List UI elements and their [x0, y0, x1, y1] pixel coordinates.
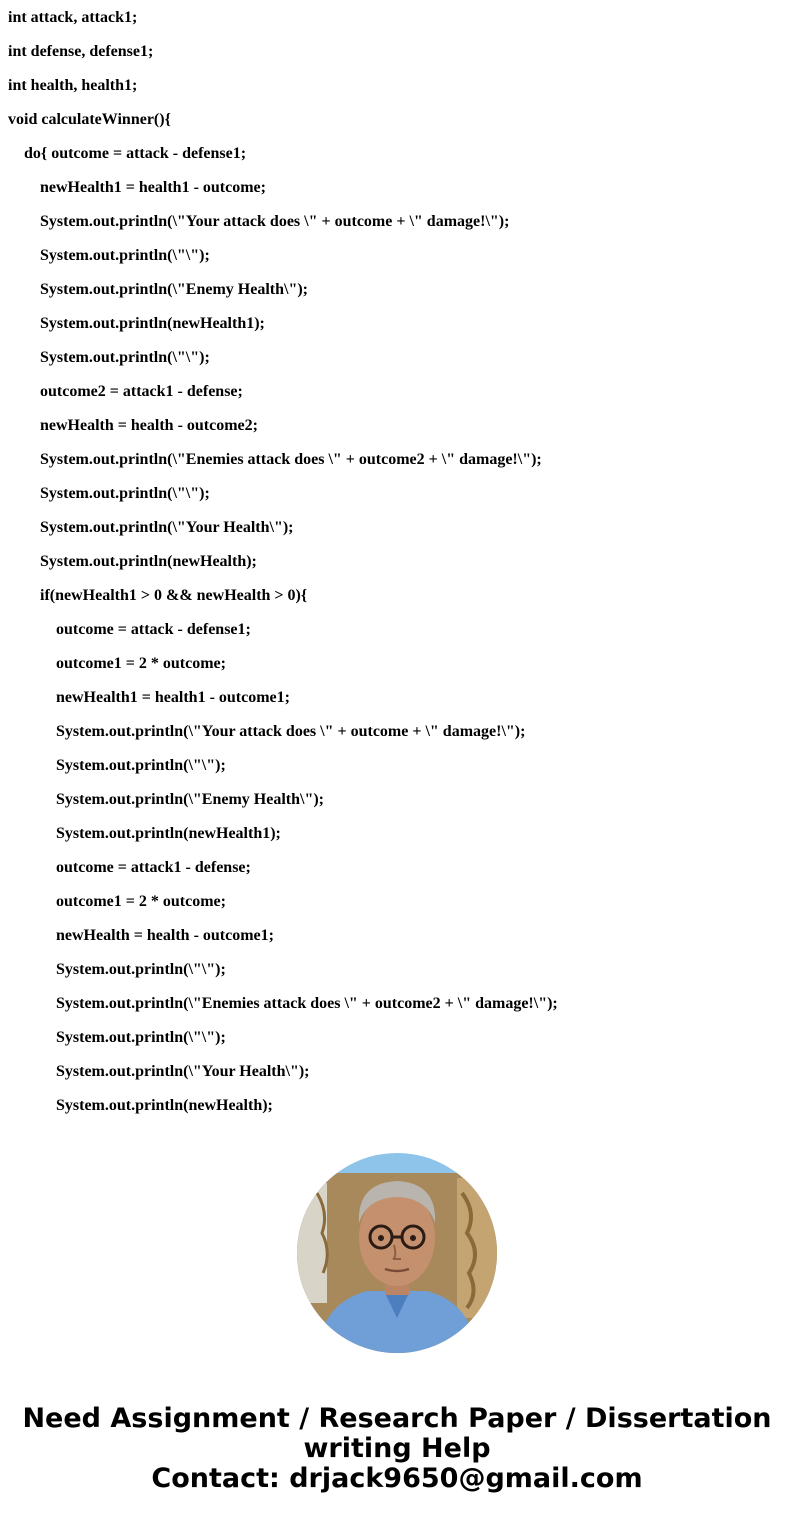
code-line: outcome2 = attack1 - defense;: [8, 383, 243, 400]
code-line: outcome = attack - defense1;: [8, 621, 251, 638]
code-line: System.out.println(\"Your attack does \" + outcome + \" damage!\");: [8, 213, 510, 230]
code-line: if(newHealth1 > 0 && newHealth > 0){: [8, 587, 308, 604]
code-line: System.out.println(\"Enemies attack does \" + outcome2 + \" damage!\");: [8, 995, 558, 1012]
portrait-photo: [297, 1153, 497, 1353]
code-line: outcome = attack1 - defense;: [8, 859, 251, 876]
code-line: System.out.println(newHealth);: [8, 1097, 273, 1114]
code-line: System.out.println(\"Your Health\");: [8, 519, 294, 536]
code-line: System.out.println(\"Your attack does \" + outcome + \" damage!\");: [8, 723, 526, 740]
code-line: newHealth1 = health1 - outcome;: [8, 179, 266, 196]
code-line: System.out.println(newHealth1);: [8, 315, 265, 332]
code-line: int health, health1;: [8, 77, 138, 94]
code-line: System.out.println(\"\");: [8, 349, 210, 366]
code-line: System.out.println(\"Your Health\");: [8, 1063, 310, 1080]
code-line: int attack, attack1;: [8, 9, 138, 26]
code-line: outcome1 = 2 * outcome;: [8, 655, 226, 672]
code-line: System.out.println(\"Enemies attack does \" + outcome2 + \" damage!\");: [8, 451, 542, 468]
code-line: System.out.println(\"\");: [8, 1029, 226, 1046]
code-line: System.out.println(newHealth);: [8, 553, 257, 570]
footer-contact: Contact: drjack9650@gmail.com: [151, 1463, 643, 1494]
footer-line-2: writing Help: [303, 1433, 491, 1464]
author-avatar: [297, 1153, 497, 1353]
code-line: newHealth = health - outcome2;: [8, 417, 258, 434]
code-line: System.out.println(\"\");: [8, 485, 210, 502]
code-line: newHealth1 = health1 - outcome1;: [8, 689, 290, 706]
code-line: void calculateWinner(){: [8, 111, 171, 128]
code-line: System.out.println(newHealth1);: [8, 825, 281, 842]
code-line: System.out.println(\"Enemy Health\");: [8, 791, 324, 808]
code-line: outcome1 = 2 * outcome;: [8, 893, 226, 910]
footer-line-1: Need Assignment / Research Paper / Dissertation: [22, 1403, 772, 1434]
code-line: System.out.println(\"\");: [8, 247, 210, 264]
code-line: newHealth = health - outcome1;: [8, 927, 274, 944]
code-line: int defense, defense1;: [8, 43, 154, 60]
code-line: do{ outcome = attack - defense1;: [8, 145, 247, 162]
code-line: System.out.println(\"\");: [8, 757, 226, 774]
code-line: System.out.println(\"Enemy Health\");: [8, 281, 308, 298]
code-line: System.out.println(\"\");: [8, 961, 226, 978]
